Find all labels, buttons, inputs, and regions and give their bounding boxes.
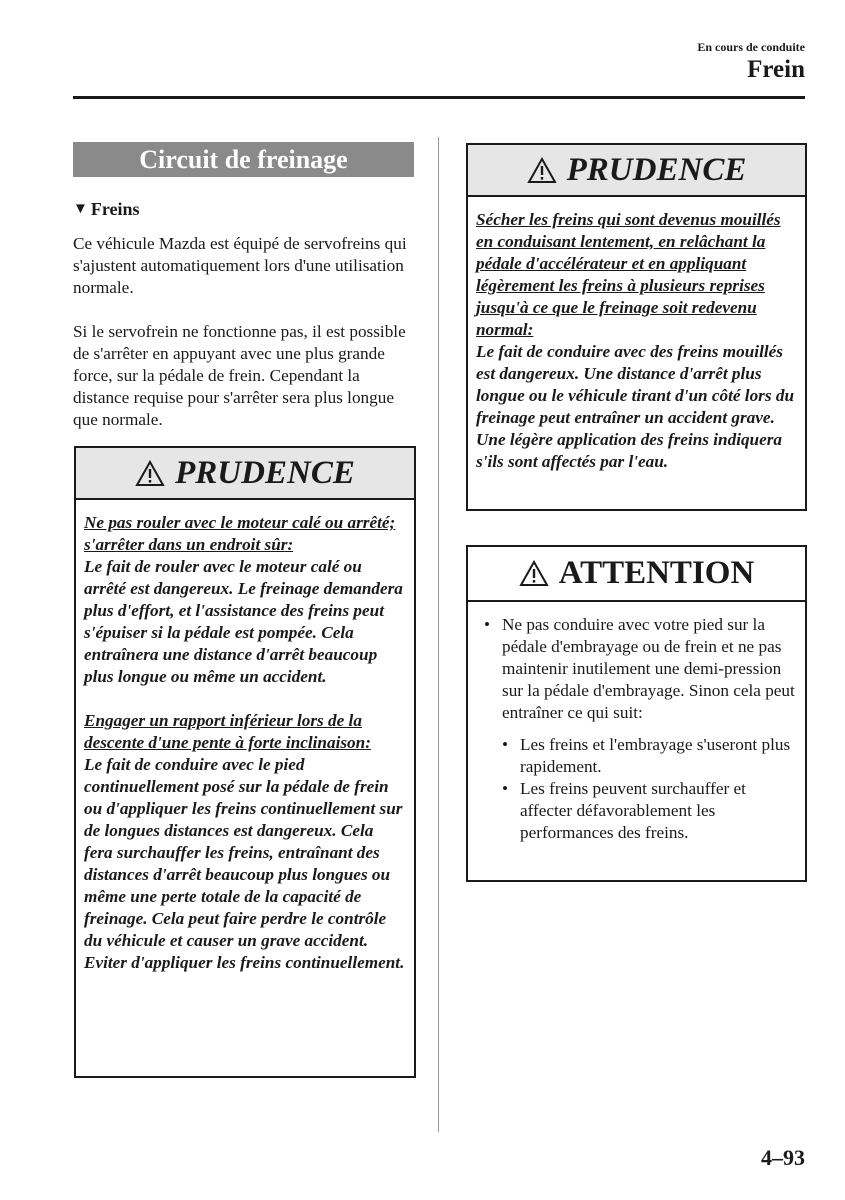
- attention-body: [468, 602, 805, 844]
- caution-box-left: [74, 446, 416, 1078]
- list-item: [502, 778, 795, 844]
- caution-title: PRUDENCE: [175, 454, 355, 491]
- caution-body: [468, 197, 805, 473]
- caution-item-text: Le fait de rouler avec le moteur calé ou arrêté est dangereux. Le freinage demandera plus d'effort, et l'assistance des freins peut s'épuiser si la pédale est pompée. Cela entraînera une distance d'arrêt beaucoup plus longue ou même un accident.: [84, 557, 403, 686]
- body-paragraph-2: Si le servofrein ne fonctionne pas, il est possible de s'arrêter en appuyant avec une plus grande force, sur la pédale de frein. Cependant la distance requise pour s'arrêter sera plus longue que normale.: [73, 322, 406, 429]
- caution-item-text: Le fait de conduire avec le pied continuellement posé sur la pédale de frein ou d'appliquer les freins continuellement sur de longues distances est dangereux. Cela fera surchauffer les freins, entraînant des distances d'arrêt beaucoup plus longues ou même une perte totale de la capacité de freinage. Cela peut faire perdre le contrôle du véhicule et causer un grave accident. Eviter d'appliquer les freins continuellement.: [84, 755, 405, 972]
- header-rule: [73, 96, 805, 99]
- caution-item-heading: Sécher les freins qui sont devenus mouillés en conduisant lentement, en relâchant la pédale d'accélérateur et en appliquant légèrement les freins à plusieurs reprises jusqu'à ce que le freinage soit redevenu normal:: [476, 210, 781, 339]
- attention-header: [468, 547, 805, 602]
- caution-header: [468, 145, 805, 197]
- bullet-icon: •: [502, 779, 509, 798]
- column-divider: [438, 137, 439, 1132]
- warning-triangle-icon: [519, 560, 549, 587]
- section-banner: Circuit de freinage: [73, 142, 414, 177]
- caution-item-heading: Ne pas rouler avec le moteur calé ou arrêté; s'arrêter dans un endroit sûr:: [84, 513, 396, 554]
- sub-bullet-text: Les freins peuvent surchauffer et affecter défavorablement les performances des freins.: [520, 779, 746, 842]
- caution-item-text: Le fait de conduire avec des freins mouillés est dangereux. Une distance d'arrêt plus longue ou le véhicule tirant d'un côté lors du freinage peut entraîner un accident grave. Une légère application des freins indiquera s'ils sont affectés par l'eau.: [476, 342, 795, 471]
- caution-body: [76, 500, 414, 974]
- subheading-freins: [73, 199, 140, 220]
- list-item: [484, 614, 795, 724]
- caution-item-heading: Engager un rapport inférieur lors de la descente d'une pente à forte inclinaison:: [84, 711, 371, 752]
- bullet-icon: •: [502, 735, 509, 754]
- attention-title: ATTENTION: [558, 555, 755, 591]
- triangle-down-icon: ▼: [73, 201, 88, 217]
- body-paragraph-1: Ce véhicule Mazda est équipé de servofreins qui s'ajustent automatiquement lors d'une utilisation normale.: [73, 234, 407, 297]
- page-number: 4–93: [761, 1145, 805, 1170]
- attention-box: [466, 545, 807, 882]
- attention-bullet-text: Ne pas conduire avec votre pied sur la pédale d'embrayage ou de frein et ne pas maintenir inutilement une demi-pression sur la pédale d'embrayage. Sinon cela peut entraîner ce qui suit:: [502, 615, 795, 722]
- caution-title: PRUDENCE: [566, 151, 747, 188]
- caution-box-right: [466, 143, 807, 511]
- sub-bullet-text: Les freins et l'embrayage s'useront plus rapidement.: [520, 735, 791, 776]
- header-section-label: En cours de conduite: [697, 40, 805, 54]
- list-item: [502, 734, 795, 778]
- page-title: Frein: [747, 56, 805, 83]
- sub-bullet-list: [484, 734, 795, 844]
- subheading-label: Freins: [90, 199, 140, 219]
- warning-triangle-icon: [527, 157, 557, 184]
- bullet-icon: •: [484, 615, 491, 634]
- caution-header: [76, 448, 414, 500]
- warning-triangle-icon: [135, 460, 165, 487]
